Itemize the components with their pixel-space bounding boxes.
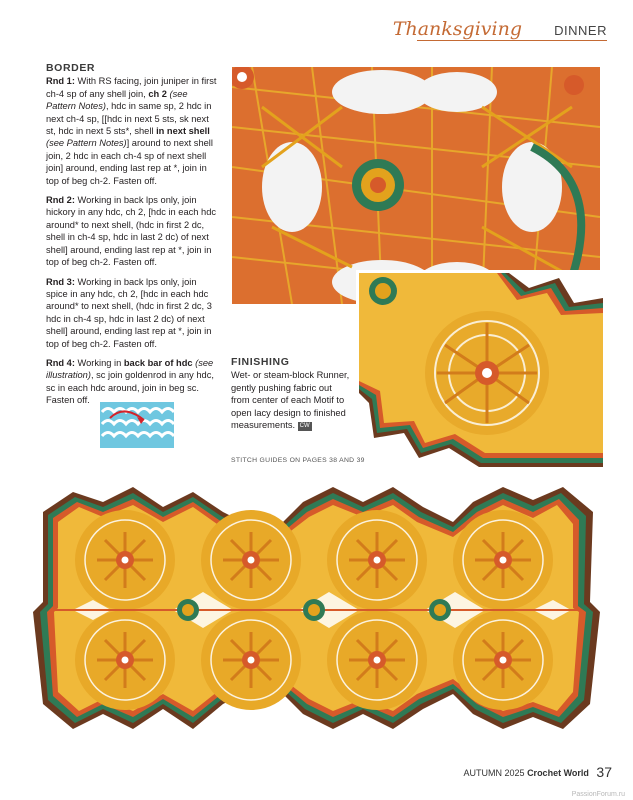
rnd3-paragraph <box>46 276 218 350</box>
rnd1-bold-b: in next shell <box>156 126 210 137</box>
rnd1-italic-a: (see Pattern Notes) <box>46 88 188 112</box>
footer-magazine: Crochet World <box>527 768 589 778</box>
rnd1-text-b: , hdc in same sp, 2 hdc in next ch-4 sp, [[hdc in next 5 sts, sk next st, hdc in next 5 sts*, shell <box>46 101 212 137</box>
finishing-text: Wet- or steam-block Runner, gently pushing fabric out from center of each Motif to open lacy design to finished measurements. <box>231 370 350 431</box>
finishing-section <box>231 356 351 431</box>
header-rule <box>417 40 607 41</box>
rnd2-paragraph <box>46 194 218 268</box>
footer-issue: AUTUMN 2025 <box>463 768 525 778</box>
rnd2-label: Rnd 2: <box>46 195 75 206</box>
rnd1-text-a: With RS facing, join juniper in first ch-4 sp of any shell join, <box>46 76 217 99</box>
finishing-paragraph <box>231 369 351 431</box>
closeup-photo-edge <box>356 270 603 467</box>
border-instructions <box>46 62 218 414</box>
border-heading: BORDER <box>46 62 96 74</box>
rnd1-bold-a: ch 2 <box>148 88 167 99</box>
rnd4-bold: back bar of hdc <box>123 357 193 368</box>
rnd1-label: Rnd 1: <box>46 76 75 87</box>
rnd3-text: Working in back lps only, join spice in any hdc, ch 2, [hdc in each hdc around* to next shell, (hdc in first 2 dc, 3 hdc in ch-4 sp, hdc in last 2 dc) of next shell] around, ending last rep at *, join in top of beg ch-2. Fasten off. <box>46 276 212 349</box>
rnd1-paragraph <box>46 75 218 187</box>
watermark: PassionForum.ru <box>571 791 625 798</box>
finishing-heading: FINISHING <box>231 356 290 368</box>
page-footer <box>464 764 612 780</box>
header-script-title: Thanksgiving <box>392 18 522 40</box>
rnd4-label: Rnd 4: <box>46 357 75 368</box>
rnd4-text-b: , sc join goldenrod in any hdc, sc in each hdc around, join in beg sc. Fasten off. <box>46 370 214 406</box>
cw-end-mark: CW <box>299 423 310 430</box>
back-bar-illustration <box>100 402 174 448</box>
rnd1-italic-b: (see Pattern Notes) <box>46 138 127 149</box>
rnd4-text-a: Working in <box>74 357 124 368</box>
page-number: 37 <box>596 764 612 780</box>
rnd4-paragraph <box>46 357 218 407</box>
header-section: DINNER <box>554 23 607 38</box>
table-runner-photo <box>33 482 600 734</box>
rnd3-label: Rnd 3: <box>46 276 75 287</box>
rnd2-text: Working in back lps only, join hickory in any hdc, ch 2, [hdc in each hdc around* to next shell, (hdc in first 2 dc, shell in ch-4 sp, hdc in last 2 dc) of next shell] around, ending last rep at *, join in top of beg ch-2. Fasten off. <box>46 195 217 268</box>
rnd4-italic: (see illustration) <box>46 357 214 381</box>
stitch-guides-note: STITCH GUIDES ON PAGES 38 AND 39 <box>231 457 365 464</box>
closeup-photo-top <box>232 67 600 304</box>
rnd1-text-c: ] around to next shell join, 2 hdc in each ch-4 sp of next shell join] around, ending last rep at *, join in top of beg ch-2. Fasten off. <box>46 138 213 186</box>
